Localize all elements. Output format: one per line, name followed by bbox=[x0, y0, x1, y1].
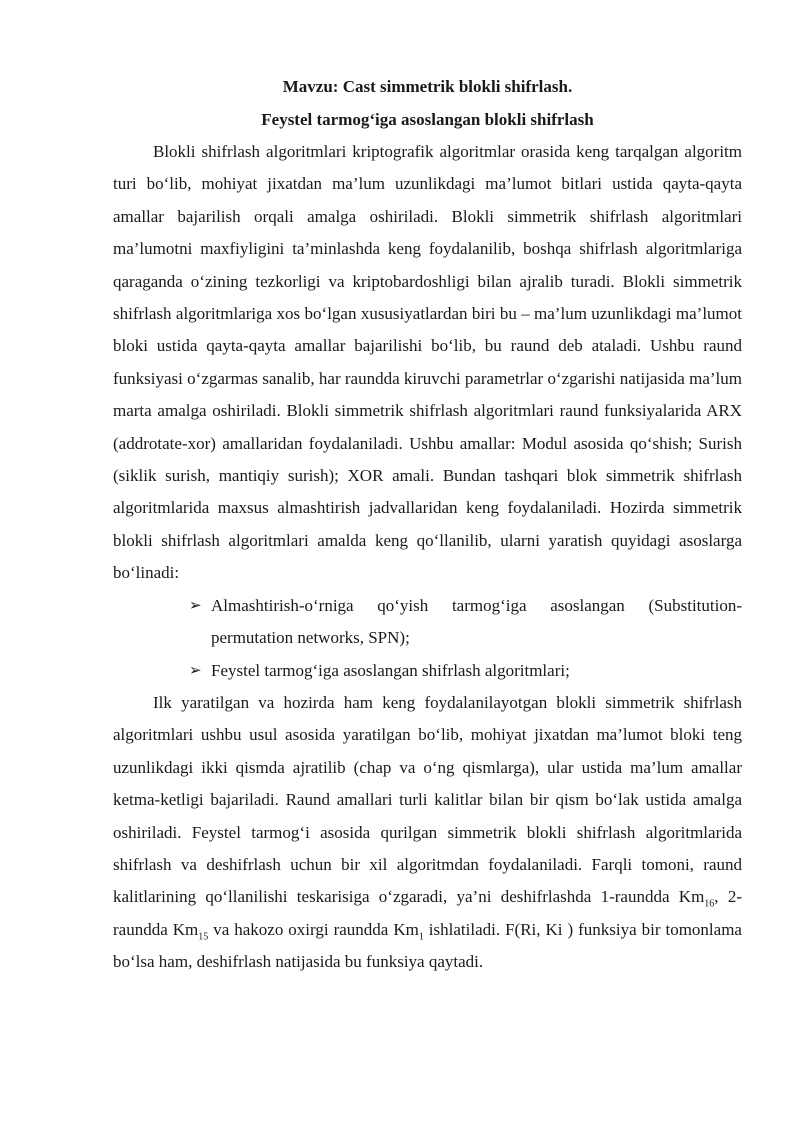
subscript-1: 1 bbox=[418, 931, 424, 943]
paragraph-2-text-3: va hakozo oxirgi raundda Km bbox=[208, 919, 419, 939]
arrow-bullet-icon: ➢ bbox=[189, 597, 202, 614]
bullet-list bbox=[113, 590, 742, 687]
list-item-text: Feystel tarmog‘iga asoslangan shifrlash algoritmlari; bbox=[211, 660, 570, 680]
list-item bbox=[113, 655, 742, 687]
document-page bbox=[113, 70, 742, 979]
title-line-2: Feystel tarmog‘iga asoslangan blokli shifrlash bbox=[261, 110, 594, 129]
arrow-bullet-icon: ➢ bbox=[189, 662, 202, 679]
paragraph-2-text-2: , 2-raundda Km bbox=[113, 887, 742, 939]
paragraph-2-text-4: ishlatiladi. F(Ri, Ki ) funksiya bir tomonlama bo‘lsa ham, deshifrlash natijasida bu funksiya qaytadi. bbox=[113, 919, 742, 972]
subscript-16: 16 bbox=[704, 898, 715, 910]
paragraph-1: Blokli shifrlash algoritmlari kriptografik algoritmlar orasida keng tarqalgan algoritm turi bo‘lib, mohiyat jixatdan ma’lum uzunlikdagi ma’lumot bitlari ustida qayta-qayta amallar bajarilish orqali amalga oshiriladi. Blokli simmetrik shifrlash algoritmlari ma’lumotni maxfiyligini ta’minlashda keng foydalanilib, boshqa shifrlash algoritmlariga qaraganda o‘zining tezkorligi va kriptobardoshligi bilan ajralib turadi. Blokli simmetrik shifrlash algoritmlariga xos bo‘lgan xususiyatlardan biri bu – ma’lum uzunlikdagi ma’lumot bloki ustida qayta-qayta amallar bajarilishi bo‘lib, bu raund deb ataladi. Ushbu raund funksiyasi o‘zgarmas sanalib, har raundda kiruvchi parametrlar o‘zgarishi natijasida ma’lum marta amalga oshiriladi. Blokli simmetrik shifrlash algoritmlari raund funksiyalarida ARX (addrotate-xor) amallaridan foydalaniladi. Ushbu amallar: Modul asosida qo‘shish; Surish (siklik surish, mantiqiy surish); XOR amali. Bundan tashqari blok simmetrik shifrlash algoritmlarida maxsus almashtirish jadvallaridan keng foydalaniladi. Hozirda simmetrik blokli shifrlash algoritmlari amalda keng qo‘llanilib, ularni yaratish quyidagi asoslarga bo‘linadi: bbox=[113, 142, 742, 583]
paragraph-2 bbox=[113, 687, 742, 979]
subscript-15: 15 bbox=[198, 931, 209, 943]
paragraph-2-text-1: Ilk yaratilgan va hozirda ham keng foydalanilayotgan blokli simmetrik shifrlash algoritmlari ushbu usul asosida yaratilgan bo‘lib, mohiyat jixatdan ma’lumot bloki teng uzunlikdagi ikki qismda ajratilib (chap va o‘ng qismlarga), ular ustida ma’lum amallar ketma-ketligi bajariladi. Raund amallari turli kalitlar bilan bir qism bo‘lak ustida amalga oshiriladi. Feystel tarmog‘i asosida qurilgan simmetrik blokli shifrlash algoritmlarida shifrlash va deshifrlash uchun bir xil algoritmdan foydalaniladi. Farqli tomoni, raund kalitlarining qo‘llanilishi teskarisiga o‘zgaradi, ya’ni deshifrlashda 1-raundda Km bbox=[113, 692, 742, 907]
list-item bbox=[113, 590, 742, 655]
list-item-text: Almashtirish-o‘rniga qo‘yish tarmog‘iga asoslangan (Substitution-permutation networks, SPN); bbox=[211, 595, 742, 648]
title-line-1: Mavzu: Cast simmetrik blokli shifrlash. bbox=[282, 77, 573, 96]
